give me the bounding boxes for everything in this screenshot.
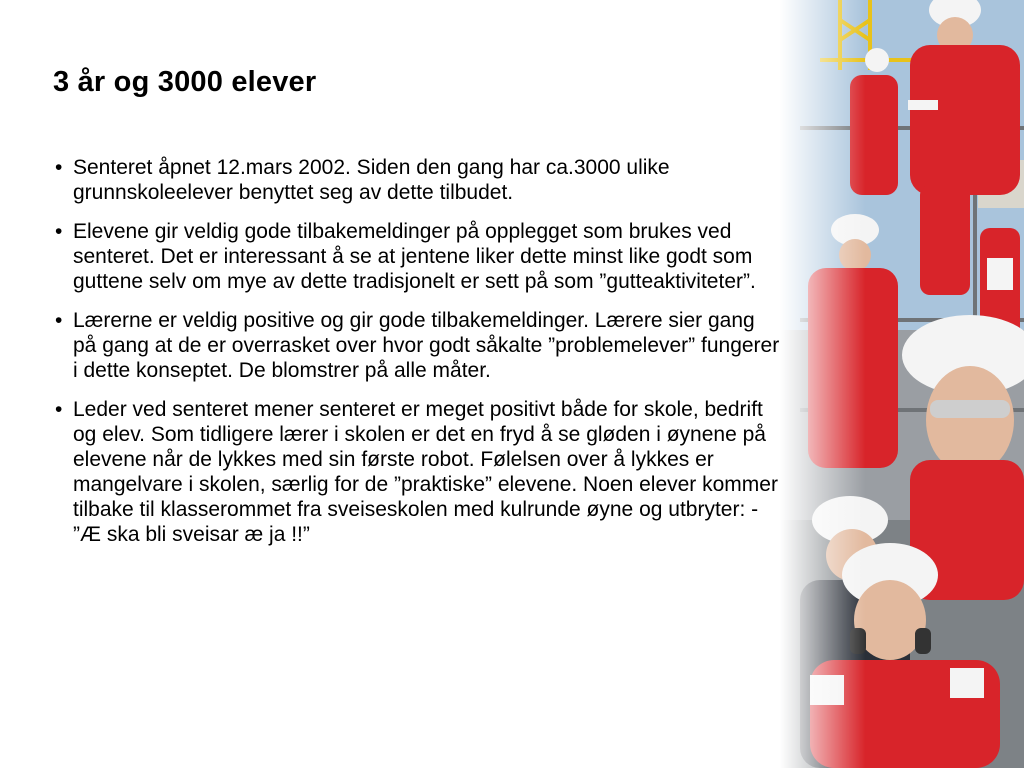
bullet-item xyxy=(55,308,780,383)
bullet-text: Lærerne er veldig positive og gir gode tilbakemeldinger. Lærere sier gang på gang at de er overrasket over hvor godt såkalte ”problemelever” fungerer i dette konseptet. De blomstrer på alle måter. xyxy=(73,309,780,382)
bullet-list xyxy=(55,155,780,561)
bullet-text: Elevene gir veldig gode tilbakemeldinger på opplegget som brukes ved senteret. Det er interessant å se at jentene liker dette minst like godt som guttene selv om mye av dette tradisjonelt er sett på som ”gutteaktiviteter”. xyxy=(73,220,756,293)
bullet-text: Leder ved senteret mener senteret er meget positivt både for skole, bedrift og elev. Som tidligere lærer i skolen er det en fryd å se gløden i øynene på elevene når de lykkes med sin første robot. Følelsen over å lykkes er mangelvare i skolen, særlig for de ”praktiske” elevene. Noen elever kommer tilbake til klasserommet fra sveiseskolen med kulrunde øyne og utbryter: - ”Æ ska bli sveisar æ ja !!” xyxy=(73,398,778,546)
slide-title: 3 år og 3000 elever xyxy=(53,66,317,98)
bullet-dot: • xyxy=(55,220,63,243)
bullet-item xyxy=(55,219,780,294)
collage-image xyxy=(780,0,1024,768)
bullet-text: Senteret åpnet 12.mars 2002. Siden den gang har ca.3000 ulike grunnskoleelever benyttet seg av dette tilbudet. xyxy=(73,156,670,204)
bullet-item xyxy=(55,155,780,205)
photo-collage xyxy=(780,0,1024,768)
bullet-dot: • xyxy=(55,156,63,179)
bullet-dot: • xyxy=(55,309,63,332)
bullet-item xyxy=(55,397,780,547)
bullet-dot: • xyxy=(55,398,63,421)
